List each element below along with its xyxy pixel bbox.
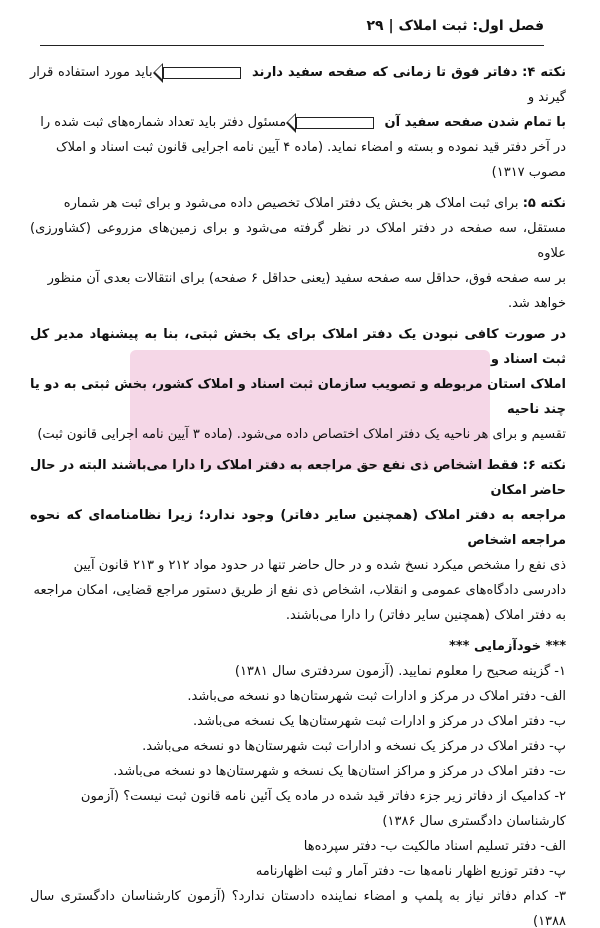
para-line-2: املاک استان مربوطه و تصویب سازمان ثبت اسناد و املاک کشور، بخش ثبتی به دو یا چند ناحیه <box>30 377 566 417</box>
arrow-left-icon <box>163 67 241 79</box>
note-5-line-1: نکته ۵: برای ثبت املاک هر بخش یک دفتر املاک تخصیص داده می‌شود و برای ثبت هر شماره <box>63 196 566 211</box>
arrow-left-icon <box>296 117 374 129</box>
note-6-line-1: نکته ۶: فقط اشخاص ذی نفع حق مراجعه به دفتر املاک را دارا می‌باشند البته در حال حاضر امکان <box>30 458 566 498</box>
question-2-option-c: پ- دفتر توزیع اظهار نامه‌ها <box>419 864 566 879</box>
note-5-line-3: بر سه صفحه فوق، حداقل سه صفحه سفید (یعنی حداقل ۶ صفحه) برای انتقالات بعدی آن منظور <box>47 271 566 286</box>
note-4 <box>30 60 566 185</box>
note-5 <box>30 191 566 316</box>
question-1-option-d: ت- دفتر املاک در مرکز و مراکز استان‌ها یک نسخه و شهرستان‌ها دو نسخه می‌باشد. <box>113 764 566 779</box>
question-1: ۱- گزینه صحیح را معلوم نمایید. (آزمون سردفتری سال ۱۳۸۱) <box>234 664 566 679</box>
question-2-line-2: کارشناسان دادگستری سال ۱۳۸۶) <box>382 814 566 829</box>
note-5-line-2: مستقل، سه صفحه در دفتر املاک در نظر گرفته می‌شود و برای زمین‌های مزروعی (کشاورزی) علاوه <box>30 221 566 261</box>
question-2-line-1: ۲- کدامیک از دفاتر زیر جزء دفاتر قید شده در ماده یک آئین نامه قانون ثبت نیست؟ (آزمون <box>80 789 566 804</box>
question-1-option-a: الف- دفتر املاک در مرکز و ادارات ثبت شهرستان‌ها دو نسخه می‌باشد. <box>187 689 566 704</box>
note-5-line-4: خواهد شد. <box>507 296 566 311</box>
question-2-options-row-2 <box>30 859 566 884</box>
page-header <box>40 14 544 46</box>
self-test-title: *** خودآزمایی *** <box>449 639 566 654</box>
note-6-line-5: به دفتر املاک (همچنین سایر دفاتر) را دارا می‌باشند. <box>285 608 566 623</box>
question-3: ۳- کدام دفاتر نیاز به پلمپ و امضاء نماینده دادستان ندارد؟ (آزمون کارشناسان دادگستری سال ۱۳۸۸) <box>30 889 566 928</box>
question-2-option-a: الف- دفتر تسلیم اسناد مالکیت <box>401 839 566 854</box>
question-2-option-b: ب- دفتر سپرده‌ها <box>303 839 398 854</box>
note-6-line-4: دادرسی دادگاه‌های عمومی و انقلاب، اشخاص ذی نفع از طریق دستور مراجع قضایی، امکان مراجعه <box>33 583 566 598</box>
question-1-option-c: پ- دفتر املاک در مرکز یک نسخه و ادارات ثبت شهرستان‌ها دو نسخه می‌باشد. <box>142 739 566 754</box>
para-line-1: در صورت کافی نبودن یک دفتر املاک برای یک بخش ثبتی، بنا به پیشنهاد مدیر کل ثبت اسناد و <box>30 327 566 367</box>
note-4-line-3: در آخر دفتر قید نموده و بسته و امضاء نماید. (ماده ۴ آیین نامه اجرایی قانون ثبت اسناد و املاک <box>56 140 566 155</box>
question-2-option-d: ت- دفتر آمار و ثبت اظهارنامه <box>255 864 416 879</box>
paragraph-ledger-division <box>30 322 566 447</box>
note-4-line-1: نکته ۴: دفاتر فوق تا زمانی که صفحه سفید دارند باید مورد استفاده قرار گیرند و <box>30 65 566 105</box>
note-4-line-4: مصوب ۱۳۱۷) <box>491 165 566 180</box>
note-6 <box>30 453 566 628</box>
note-5-label: نکته ۵: <box>522 196 566 211</box>
question-1-option-b: ب- دفتر املاک در مرکز و ادارات ثبت شهرستان‌ها یک نسخه می‌باشد. <box>193 714 566 729</box>
note-6-label: نکته ۶: <box>522 458 566 473</box>
note-4-label: نکته ۴: <box>522 65 566 80</box>
note-6-line-3: ذی نفع را مشخص میکرد نسخ شده و در حال حاضر تنها در حدود مواد ۲۱۲ و ۲۱۳ قانون آیین <box>73 558 566 573</box>
chapter-title: فصل اول: ثبت املاک | ۲۹ <box>366 18 544 34</box>
note-4-line-2: با تمام شدن صفحه سفید آن مسئول دفتر باید تعداد شماره‌های ثبت شده را <box>40 115 566 130</box>
note-6-line-2: مراجعه به دفتر املاک (همچنین سایر دفاتر) وجود ندارد؛ زیرا نظامنامه‌ای که نحوه مراجعه اشخاص <box>30 508 566 548</box>
page-content <box>30 60 566 928</box>
para-line-3: تقسیم و برای هر ناحیه یک دفتر املاک اختصاص داده می‌شود. (ماده ۳ آیین نامه اجرایی قانون ثبت) <box>37 427 566 442</box>
self-test <box>30 634 566 928</box>
question-2-options-row-1 <box>30 834 566 859</box>
